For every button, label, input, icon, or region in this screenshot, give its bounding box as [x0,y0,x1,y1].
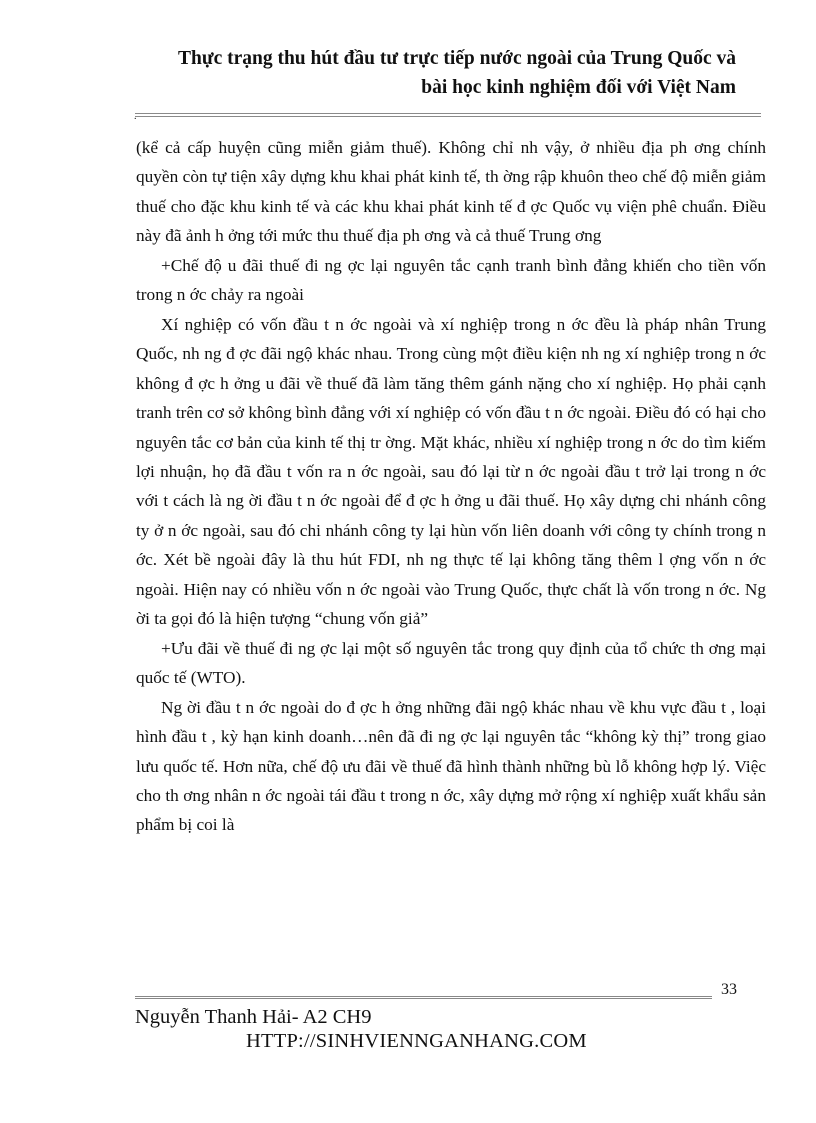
running-header [135,44,736,102]
paragraph-4: +Ưu đãi về thuế đi ng ợc lại một số nguyên tắc trong quy định của tổ chức th ơng mại quốc tế (WTO). [136,638,766,688]
paragraph-3: Xí nghiệp có vốn đầu t n ớc ngoài và xí nghiệp trong n ớc đều là pháp nhân Trung Quốc, nh ng đ ợc đãi ngộ khác nhau. Trong cùng một điều kiện nh ng xí nghiệp trong n ớc không đ ợc h ởng u đãi về thuế đã làm tăng thêm gánh nặng cho xí nghiệp. Họ phải cạnh tranh trên cơ sở không bình đẳng với xí nghiệp có vốn đầu t n ớc ngoài. Điều đó có hại cho nguyên tắc cơ bản của kinh tế thị tr ờng. Mặt khác, nhiều xí nghiệp trong n ớc do tìm kiếm lợi nhuận, họ đã đầu t vốn ra n ớc ngoài, sau đó lại từ n ớc ngoài đầu t trở lại trong n ớc với t cách là ng ời đầu t n ớc ngoài để đ ợc h ởng u đãi thuế. Họ xây dựng chi nhánh công ty ở n ớc ngoài, sau đó chi nhánh công ty lại hùn vốn liên doanh với công ty chính trong n ớc. Xét bề ngoài đây là thu hút FDI, nh ng thực tế lại không tăng thêm l ợng vốn n ớc ngoài. Hiện nay có nhiều vốn n ớc ngoài vào Trung Quốc, thực chất là vốn trong n ớc. Ng ời ta gọi đó là hiện tượng “chung vốn giả” [136,314,766,629]
paragraph-2: +Chế độ u đãi thuế đi ng ợc lại nguyên tắc cạnh tranh bình đẳng khiến cho tiền vốn trong n ớc chảy ra ngoài [136,255,766,305]
header-marker: . [134,111,137,122]
footer-divider [135,996,712,999]
page-number: 33 [721,981,737,998]
header-title-line-1: Thực trạng thu hút đầu tư trực tiếp nước ngoài của Trung Quốc và [178,48,736,69]
paragraph-1: (kể cả cấp huyện cũng miễn giảm thuế). Không chỉ nh vậy, ở nhiều địa ph ơng chính quyền còn tự tiện xây dựng khu khai phát kinh tế, th ờng rập khuôn theo chế độ miễn giảm thuế cho đặc khu kinh tế và các khu khai phát kinh tế đ ợc Quốc vụ viện phê chuẩn. Điều này đã ảnh h ởng tới mức thu thuế địa ph ơng và cả thuế Trung ơng [136,138,766,246]
paragraph-5: Ng ời đầu t n ớc ngoài do đ ợc h ởng những đãi ngộ khác nhau về khu vực đầu t , loại hình đầu t , kỳ hạn kinh doanh…nên đã đi ng ợc lại nguyên tắc “không kỳ thị” trong giao lưu quốc tế. Hơn nữa, chế độ ưu đãi về thuế đã hình thành những bù lỗ không hợp lý. Việc cho th ơng nhân n ớc ngoài tái đầu t trong n ớc, xây dựng mở rộng xí nghiệp xuất khẩu sản phẩm bị coi là [136,697,766,835]
page-body [136,133,766,840]
footer-website: HTTP://SINHVIENNGANHANG.COM [246,1030,587,1052]
footer-author: Nguyễn Thanh Hải- A2 CH9 [135,1006,372,1028]
header-divider [135,113,761,117]
header-title-line-2: bài học kinh nghiệm đối với Việt Nam [421,77,736,98]
